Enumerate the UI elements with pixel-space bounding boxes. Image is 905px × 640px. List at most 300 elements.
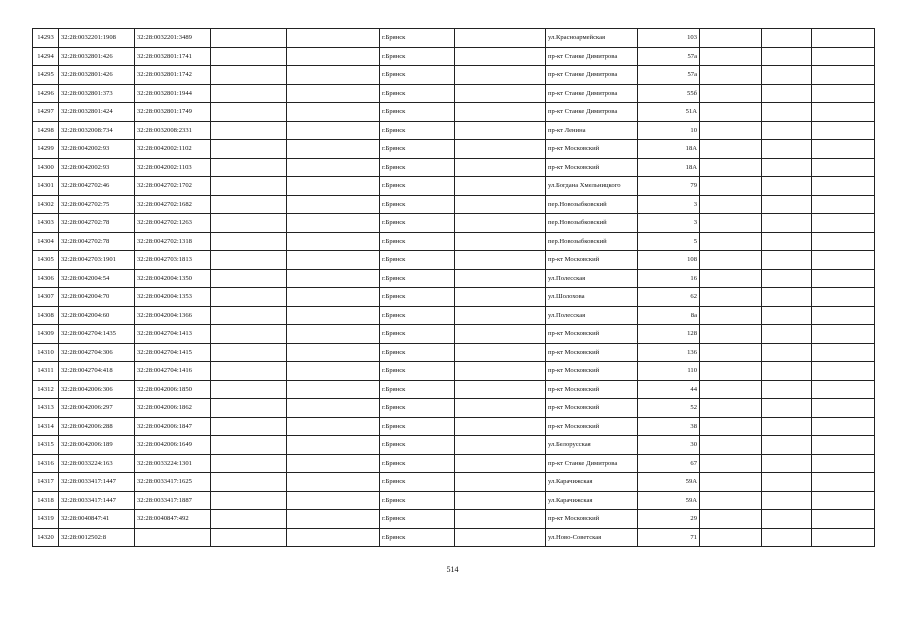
cell-street: ул.Белорусская <box>546 436 638 455</box>
cell-street: пр-кт Московский <box>546 140 638 159</box>
cell-empty <box>455 195 546 214</box>
cell-empty <box>211 288 287 307</box>
cell-cadastral-parcel: 32:28:0042704:306 <box>59 343 135 362</box>
cell-street: пр-кт Московский <box>546 417 638 436</box>
cell-empty <box>812 343 875 362</box>
cell-empty <box>700 491 762 510</box>
cell-empty <box>812 47 875 66</box>
cell-city: г.Брянск <box>380 84 455 103</box>
cell-empty <box>762 380 812 399</box>
cell-empty <box>812 454 875 473</box>
register-table <box>32 28 875 547</box>
cell-empty <box>700 140 762 159</box>
cell-empty <box>287 380 380 399</box>
cell-empty <box>762 158 812 177</box>
cell-empty <box>700 454 762 473</box>
cell-empty <box>287 84 380 103</box>
cell-street: пр-кт Московский <box>546 362 638 381</box>
cell-cadastral-parcel: 32:28:0032201:1908 <box>59 29 135 48</box>
cell-house: 59А <box>638 473 700 492</box>
cell-number: 14318 <box>33 491 59 510</box>
cell-house: 44 <box>638 380 700 399</box>
cell-empty <box>455 84 546 103</box>
cell-cadastral-object: 32:28:0032801:1741 <box>135 47 211 66</box>
cell-house: 29 <box>638 510 700 529</box>
cell-street: ул.Богдана Хмельницкого <box>546 177 638 196</box>
cell-empty <box>211 195 287 214</box>
cell-street: пр-кт Московский <box>546 399 638 418</box>
cell-number: 14302 <box>33 195 59 214</box>
cell-empty <box>287 103 380 122</box>
cell-empty <box>455 47 546 66</box>
cell-empty <box>455 29 546 48</box>
cell-empty <box>287 47 380 66</box>
table-row <box>33 140 875 159</box>
cell-street: пр-кт Московский <box>546 158 638 177</box>
page-number: 514 <box>446 565 459 574</box>
cell-number: 14295 <box>33 66 59 85</box>
cell-empty <box>700 29 762 48</box>
cell-house: 59А <box>638 491 700 510</box>
cell-empty <box>455 103 546 122</box>
cell-cadastral-parcel: 32:28:0042002:93 <box>59 158 135 177</box>
cell-city: г.Брянск <box>380 103 455 122</box>
cell-empty <box>287 288 380 307</box>
cell-street: пер.Новозыбковский <box>546 232 638 251</box>
cell-cadastral-parcel: 32:28:0032801:426 <box>59 47 135 66</box>
cell-cadastral-object: 32:28:0042006:1649 <box>135 436 211 455</box>
cell-empty <box>700 103 762 122</box>
cell-number: 14299 <box>33 140 59 159</box>
cell-empty <box>700 417 762 436</box>
cell-city: г.Брянск <box>380 177 455 196</box>
cell-house: 5 <box>638 232 700 251</box>
cell-empty <box>455 436 546 455</box>
cell-street: ул.Красноармейская <box>546 29 638 48</box>
table-row <box>33 158 875 177</box>
cell-number: 14315 <box>33 436 59 455</box>
cell-empty <box>700 121 762 140</box>
cell-empty <box>762 454 812 473</box>
cell-street: ул.Карачижская <box>546 473 638 492</box>
cell-house: 8а <box>638 306 700 325</box>
cell-empty <box>211 510 287 529</box>
cell-city: г.Брянск <box>380 306 455 325</box>
cell-cadastral-object: 32:28:0042702:1263 <box>135 214 211 233</box>
cell-empty <box>812 66 875 85</box>
cell-cadastral-parcel: 32:28:0012502:8 <box>59 528 135 547</box>
cell-cadastral-object: 32:28:0042702:1682 <box>135 195 211 214</box>
cell-empty <box>211 417 287 436</box>
cell-house: 62 <box>638 288 700 307</box>
cell-number: 14312 <box>33 380 59 399</box>
cell-city: г.Брянск <box>380 195 455 214</box>
cell-empty <box>455 380 546 399</box>
cell-cadastral-parcel: 32:28:0042004:70 <box>59 288 135 307</box>
table-row <box>33 195 875 214</box>
table-row <box>33 84 875 103</box>
cell-cadastral-parcel: 32:28:0033417:1447 <box>59 473 135 492</box>
cell-empty <box>700 343 762 362</box>
cell-city: г.Брянск <box>380 491 455 510</box>
cell-empty <box>455 510 546 529</box>
cell-street: пр-кт Станке Димитрова <box>546 454 638 473</box>
table-row <box>33 399 875 418</box>
cell-city: г.Брянск <box>380 510 455 529</box>
cell-house: 55б <box>638 84 700 103</box>
cell-cadastral-parcel: 32:28:0042006:306 <box>59 380 135 399</box>
cell-city: г.Брянск <box>380 362 455 381</box>
cell-cadastral-object: 32:28:0042004:1366 <box>135 306 211 325</box>
cell-empty <box>762 362 812 381</box>
cell-city: г.Брянск <box>380 399 455 418</box>
cell-empty <box>287 473 380 492</box>
cell-number: 14298 <box>33 121 59 140</box>
cell-house: 3 <box>638 195 700 214</box>
cell-empty <box>700 306 762 325</box>
cell-empty <box>762 491 812 510</box>
cell-house: 103 <box>638 29 700 48</box>
cell-cadastral-object: 32:28:0032801:1749 <box>135 103 211 122</box>
cell-city: г.Брянск <box>380 269 455 288</box>
table-row <box>33 417 875 436</box>
cell-empty <box>762 251 812 270</box>
cell-number: 14306 <box>33 269 59 288</box>
cell-empty <box>812 399 875 418</box>
cell-empty <box>762 436 812 455</box>
cell-empty <box>211 232 287 251</box>
cell-empty <box>812 121 875 140</box>
cell-empty <box>211 380 287 399</box>
table-row <box>33 269 875 288</box>
cell-empty <box>211 362 287 381</box>
cell-empty <box>700 325 762 344</box>
cell-house: 110 <box>638 362 700 381</box>
cell-cadastral-object: 32:28:0042002:1103 <box>135 158 211 177</box>
cell-city: г.Брянск <box>380 121 455 140</box>
cell-empty <box>455 251 546 270</box>
cell-empty <box>287 343 380 362</box>
table-row <box>33 380 875 399</box>
cell-empty <box>812 103 875 122</box>
cell-house: 52 <box>638 399 700 418</box>
cell-empty <box>812 436 875 455</box>
table-row <box>33 214 875 233</box>
cell-house: 67 <box>638 454 700 473</box>
cell-cadastral-object: 32:28:0032801:1742 <box>135 66 211 85</box>
cell-number: 14317 <box>33 473 59 492</box>
table-row <box>33 121 875 140</box>
table-row <box>33 288 875 307</box>
cell-number: 14319 <box>33 510 59 529</box>
cell-cadastral-parcel: 32:28:0042704:1435 <box>59 325 135 344</box>
cell-cadastral-parcel: 32:28:0042004:54 <box>59 269 135 288</box>
cell-city: г.Брянск <box>380 29 455 48</box>
cell-empty <box>700 214 762 233</box>
cell-empty <box>287 399 380 418</box>
cell-cadastral-object: 32:28:0032801:1944 <box>135 84 211 103</box>
cell-city: г.Брянск <box>380 66 455 85</box>
cell-cadastral-object: 32:28:0032201:3489 <box>135 29 211 48</box>
cell-cadastral-object: 32:28:0042006:1862 <box>135 399 211 418</box>
cell-empty <box>211 436 287 455</box>
table-row <box>33 29 875 48</box>
cell-empty <box>762 288 812 307</box>
cell-cadastral-object: 32:28:0042002:1102 <box>135 140 211 159</box>
cell-empty <box>211 251 287 270</box>
cell-number: 14294 <box>33 47 59 66</box>
cell-cadastral-object: 32:28:0042004:1350 <box>135 269 211 288</box>
cell-cadastral-parcel: 32:28:0040847:41 <box>59 510 135 529</box>
table-row <box>33 47 875 66</box>
table-row <box>33 343 875 362</box>
table-row <box>33 491 875 510</box>
cell-house: 57а <box>638 47 700 66</box>
cell-cadastral-parcel: 32:28:0042006:288 <box>59 417 135 436</box>
cell-cadastral-parcel: 32:28:0033417:1447 <box>59 491 135 510</box>
cell-empty <box>812 510 875 529</box>
cell-empty <box>762 84 812 103</box>
cell-cadastral-object: 32:28:0042004:1353 <box>135 288 211 307</box>
cell-empty <box>287 232 380 251</box>
cell-empty <box>287 29 380 48</box>
cell-empty <box>812 214 875 233</box>
cell-empty <box>812 232 875 251</box>
cell-empty <box>455 399 546 418</box>
cell-number: 14305 <box>33 251 59 270</box>
cell-empty <box>287 158 380 177</box>
cell-empty <box>700 399 762 418</box>
cell-street: пр-кт Московский <box>546 325 638 344</box>
cell-number: 14307 <box>33 288 59 307</box>
cell-empty <box>812 528 875 547</box>
cell-number: 14304 <box>33 232 59 251</box>
cell-empty <box>700 251 762 270</box>
cell-empty <box>211 399 287 418</box>
cell-city: г.Брянск <box>380 454 455 473</box>
cell-house: 10 <box>638 121 700 140</box>
cell-empty <box>700 84 762 103</box>
cell-house: 136 <box>638 343 700 362</box>
cell-empty <box>762 29 812 48</box>
cell-empty <box>211 177 287 196</box>
cell-street: пр-кт Станке Димитрова <box>546 66 638 85</box>
cell-empty <box>287 417 380 436</box>
cell-empty <box>211 103 287 122</box>
cell-empty <box>211 140 287 159</box>
cell-empty <box>812 158 875 177</box>
cell-house: 79 <box>638 177 700 196</box>
cell-house: 3 <box>638 214 700 233</box>
cell-empty <box>812 269 875 288</box>
cell-cadastral-object: 32:28:0042704:1416 <box>135 362 211 381</box>
cell-empty <box>455 158 546 177</box>
cell-empty <box>211 84 287 103</box>
cell-street: ул.Шолохова <box>546 288 638 307</box>
cell-city: г.Брянск <box>380 214 455 233</box>
cell-empty <box>211 121 287 140</box>
cell-house: 38 <box>638 417 700 436</box>
cell-house: 18А <box>638 158 700 177</box>
cell-street: ул.Карачижская <box>546 491 638 510</box>
cell-empty <box>700 362 762 381</box>
cell-number: 14297 <box>33 103 59 122</box>
cell-empty <box>455 177 546 196</box>
cell-cadastral-parcel: 32:28:0042704:418 <box>59 362 135 381</box>
cell-empty <box>287 436 380 455</box>
cell-empty <box>211 473 287 492</box>
cell-number: 14316 <box>33 454 59 473</box>
table-row <box>33 66 875 85</box>
cell-empty <box>762 325 812 344</box>
cell-city: г.Брянск <box>380 528 455 547</box>
table-row <box>33 473 875 492</box>
cell-house: 71 <box>638 528 700 547</box>
table-row <box>33 232 875 251</box>
cell-empty <box>455 454 546 473</box>
cell-city: г.Брянск <box>380 158 455 177</box>
cell-cadastral-parcel: 32:28:0042702:46 <box>59 177 135 196</box>
cell-empty <box>211 343 287 362</box>
cell-empty <box>762 269 812 288</box>
cell-street: пр-кт Станке Димитрова <box>546 47 638 66</box>
cell-empty <box>700 380 762 399</box>
cell-empty <box>455 417 546 436</box>
cell-empty <box>287 528 380 547</box>
cell-number: 14308 <box>33 306 59 325</box>
cell-empty <box>211 269 287 288</box>
cell-empty <box>700 528 762 547</box>
cell-empty <box>762 306 812 325</box>
cell-empty <box>700 66 762 85</box>
cell-cadastral-object: 32:28:0042006:1850 <box>135 380 211 399</box>
cell-cadastral-parcel: 32:28:0032008:734 <box>59 121 135 140</box>
cell-empty <box>455 528 546 547</box>
cell-empty <box>812 380 875 399</box>
cell-empty <box>762 103 812 122</box>
cell-house: 51А <box>638 103 700 122</box>
table-row <box>33 454 875 473</box>
cell-cadastral-object: 32:28:0032008:2331 <box>135 121 211 140</box>
cell-cadastral-parcel: 32:28:0033224:163 <box>59 454 135 473</box>
table-row <box>33 103 875 122</box>
cell-empty <box>211 528 287 547</box>
cell-empty <box>762 343 812 362</box>
cell-empty <box>762 66 812 85</box>
cell-street: пр-кт Московский <box>546 510 638 529</box>
table-row <box>33 528 875 547</box>
cell-empty <box>812 306 875 325</box>
cell-number: 14301 <box>33 177 59 196</box>
cell-empty <box>812 140 875 159</box>
table-body <box>33 29 875 547</box>
cell-cadastral-object: 32:28:0033417:1887 <box>135 491 211 510</box>
cell-empty <box>211 47 287 66</box>
cell-empty <box>812 195 875 214</box>
cell-city: г.Брянск <box>380 251 455 270</box>
cell-street: ул.Ново-Советская <box>546 528 638 547</box>
cell-empty <box>455 269 546 288</box>
cell-city: г.Брянск <box>380 417 455 436</box>
cell-empty <box>700 288 762 307</box>
cell-empty <box>287 177 380 196</box>
cell-street: пер.Новозыбковский <box>546 195 638 214</box>
cell-empty <box>287 195 380 214</box>
cell-cadastral-object: 32:28:0042702:1318 <box>135 232 211 251</box>
cell-street: пр-кт Московский <box>546 343 638 362</box>
cell-street: пр-кт Московский <box>546 251 638 270</box>
cell-cadastral-parcel: 32:28:0042702:75 <box>59 195 135 214</box>
cell-cadastral-parcel: 32:28:0042002:93 <box>59 140 135 159</box>
cell-empty <box>211 66 287 85</box>
cell-number: 14300 <box>33 158 59 177</box>
cell-cadastral-parcel: 32:28:0032801:426 <box>59 66 135 85</box>
cell-empty <box>455 140 546 159</box>
cell-empty <box>287 214 380 233</box>
cell-cadastral-object: 32:28:0042703:1813 <box>135 251 211 270</box>
cell-cadastral-parcel: 32:28:0042006:189 <box>59 436 135 455</box>
cell-city: г.Брянск <box>380 47 455 66</box>
table-row <box>33 306 875 325</box>
cell-empty <box>700 269 762 288</box>
cell-number: 14310 <box>33 343 59 362</box>
cell-empty <box>455 473 546 492</box>
cell-empty <box>762 121 812 140</box>
cell-house: 16 <box>638 269 700 288</box>
cell-street: пр-кт Московский <box>546 380 638 399</box>
table-row <box>33 251 875 270</box>
cell-empty <box>211 491 287 510</box>
table-row <box>33 325 875 344</box>
cell-street: ул.Полесская <box>546 269 638 288</box>
cell-empty <box>211 454 287 473</box>
cell-street: пер.Новозыбковский <box>546 214 638 233</box>
cell-number: 14313 <box>33 399 59 418</box>
cell-empty <box>762 177 812 196</box>
cell-empty <box>287 121 380 140</box>
cell-empty <box>812 84 875 103</box>
cell-empty <box>700 510 762 529</box>
cell-street: пр-кт Ленина <box>546 121 638 140</box>
cell-house: 128 <box>638 325 700 344</box>
cell-empty <box>700 158 762 177</box>
cell-empty <box>455 66 546 85</box>
cell-house: 108 <box>638 251 700 270</box>
cell-empty <box>700 47 762 66</box>
cell-number: 14303 <box>33 214 59 233</box>
table-row <box>33 362 875 381</box>
cell-house: 30 <box>638 436 700 455</box>
cell-empty <box>812 325 875 344</box>
cell-cadastral-object: 32:28:0042702:1702 <box>135 177 211 196</box>
cell-house: 18А <box>638 140 700 159</box>
cell-number: 14314 <box>33 417 59 436</box>
cell-city: г.Брянск <box>380 473 455 492</box>
cell-empty <box>762 417 812 436</box>
cell-empty <box>287 325 380 344</box>
cell-empty <box>455 288 546 307</box>
cell-empty <box>211 306 287 325</box>
cell-empty <box>455 362 546 381</box>
cell-empty <box>762 528 812 547</box>
table-row <box>33 510 875 529</box>
cell-empty <box>455 232 546 251</box>
cell-empty <box>455 325 546 344</box>
cell-empty <box>455 491 546 510</box>
cell-empty <box>812 177 875 196</box>
cell-number: 14320 <box>33 528 59 547</box>
cell-cadastral-parcel: 32:28:0042006:297 <box>59 399 135 418</box>
